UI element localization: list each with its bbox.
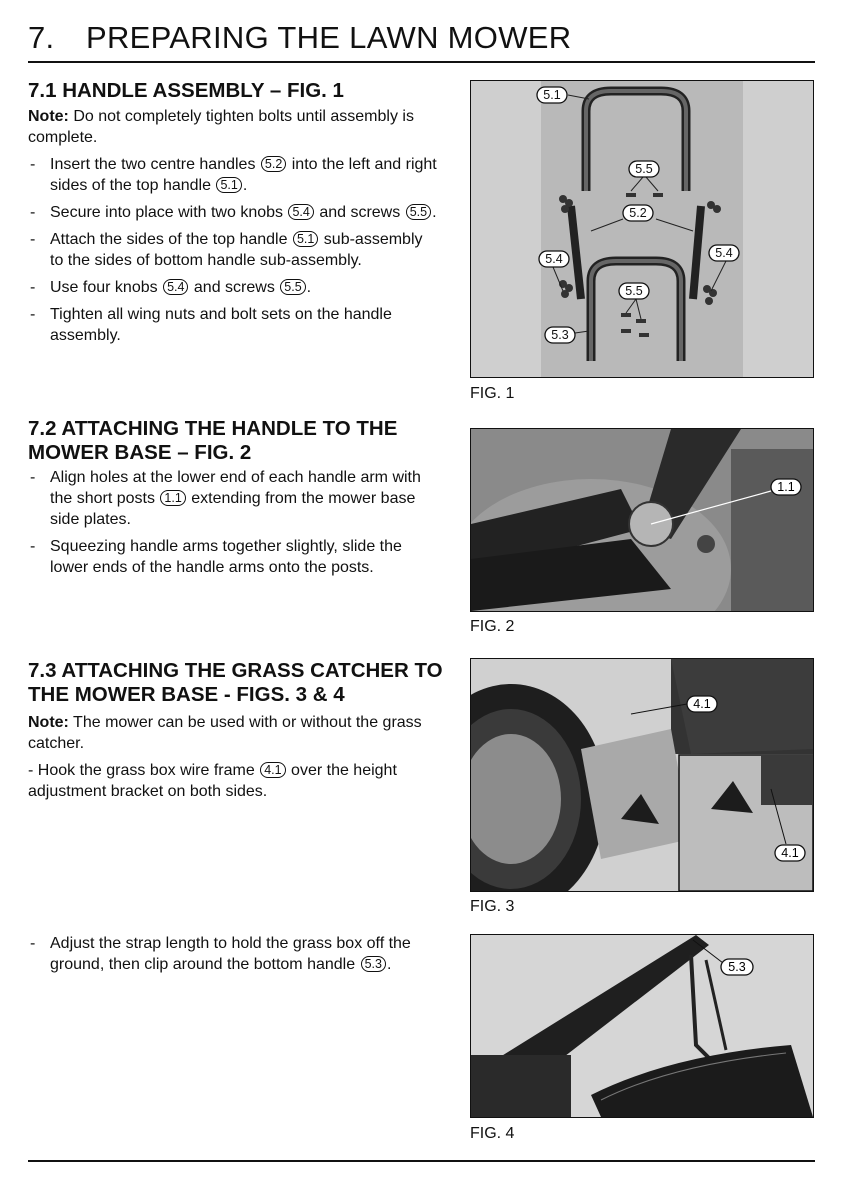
step-7-2-2: - Squeezing handle arms together slightly, slide the lower ends of the handle arms onto the posts. [30,538,402,576]
fig1-label: 5.4 [545,252,563,266]
fig3-label: 4.1 [693,697,711,711]
callout-label: 5.1 [293,231,318,247]
page-title [28,20,571,56]
figure-3-caption: FIG. 3 [470,898,515,915]
callout-label: 5.4 [288,204,313,220]
callout-label: 5.2 [261,156,286,172]
callout-label: 5.3 [361,956,386,972]
step-7-1-5: - Tighten all wing nuts and bolt sets on the handle assembly. [30,306,392,344]
section-7-3-body [28,712,438,808]
fig1-label: 5.1 [543,88,561,102]
figure-2-handle-base [470,428,814,612]
heading-7-2: 7.2 ATTACHING THE HANDLE TO THE MOWER BASE – FIG. 2 [28,417,398,464]
fig1-label: 5.5 [625,284,643,298]
figure-4-strap [470,934,814,1118]
figure-2-caption: FIG. 2 [470,618,515,635]
section-7-3-body-2 [28,933,438,981]
callout-label: 5.4 [163,279,188,295]
step-7-1-3: - Attach the sides of the top handle 5.1 sub-assembly to the sides of bottom handle sub-assembly. [30,231,423,269]
step-7-3-1: - Hook the grass box wire frame 4.1 over the height adjustment bracket on both sides. [28,762,397,800]
step-7-1-4: - Use four knobs 5.4 and screws 5.5 . [30,279,312,296]
step-7-1-2: - Secure into place with two knobs 5.4 and screws 5.5 . [30,204,437,221]
footer-rule [28,1160,815,1162]
callout-label: 5.5 [280,279,305,295]
section-title: PREPARING THE LAWN MOWER [86,20,572,55]
figure-1-caption: FIG. 1 [470,385,515,402]
step-7-3-2: - Adjust the strap length to hold the grass box off the ground, then clip around the bottom handle 5.3 . [30,935,411,973]
step-7-1-1: - Insert the two centre handles 5.2 into the left and right sides of the top handle 5.1 . [30,156,437,194]
note-7-3: Note: The mower can be used with or without the grass catcher. [28,714,422,752]
section-7-1-body [28,106,438,352]
fig2-label: 1.1 [777,480,795,494]
fig1-label: 5.3 [551,328,569,342]
section-7-2-body [28,467,438,584]
figure-4-caption: FIG. 4 [470,1125,515,1142]
step-7-2-1: - Align holes at the lower end of each handle arm with the short posts 1.1 extending from the mower base side plates. [30,469,421,528]
section-number: 7. [28,20,55,55]
callout-label: 5.5 [406,204,431,220]
figure-1-handle-assembly [470,80,814,378]
fig4-label: 5.3 [728,960,746,974]
heading-7-3: 7.3 ATTACHING THE GRASS CATCHER TO THE MOWER BASE - FIGS. 3 & 4 [28,659,443,706]
fig1-label: 5.4 [715,246,733,260]
fig3-label: 4.1 [781,846,799,860]
callout-label: 4.1 [260,762,285,778]
callout-label: 1.1 [160,490,185,506]
note-7-1: Note: Do not completely tighten bolts until assembly is complete. [28,108,414,146]
fig1-label: 5.2 [629,206,647,220]
header-rule [28,61,815,63]
fig1-label: 5.5 [635,162,653,176]
figure-3-grass-catcher [470,658,814,892]
callout-label: 5.1 [216,177,241,193]
heading-7-1: 7.1 HANDLE ASSEMBLY – FIG. 1 [28,79,344,102]
